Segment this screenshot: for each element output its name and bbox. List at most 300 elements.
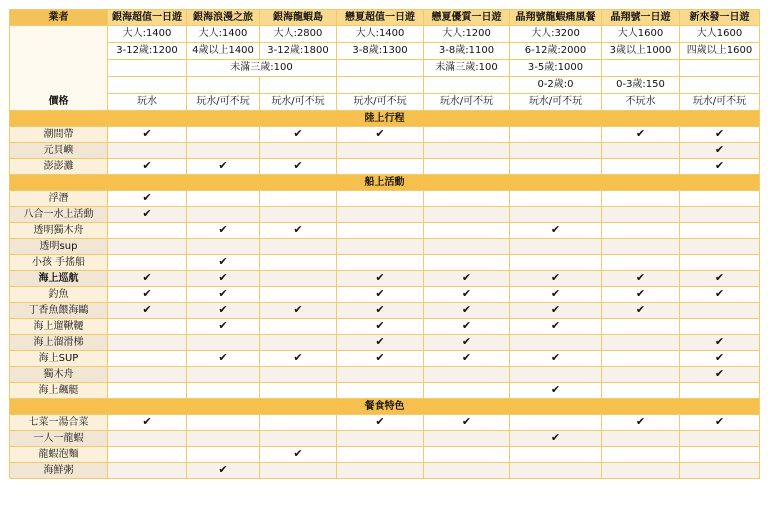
check-mark-icon: ✔ (550, 271, 561, 284)
activity-row (10, 463, 760, 479)
activity-label: 海上遛鞦韆 (10, 319, 108, 335)
price-cell: 3-5歲:1000 (510, 60, 602, 77)
check-mark-icon: ✔ (375, 335, 385, 348)
empty-cell (108, 223, 187, 239)
empty-cell (260, 255, 337, 271)
activity-label: 澎澎灘 (10, 159, 108, 175)
check-mark-icon: ✔ (461, 303, 472, 316)
empty-cell (108, 463, 187, 479)
check-mark-icon: ✔ (375, 271, 385, 284)
activity-label: 龍蝦泡麵 (10, 447, 108, 463)
empty-cell (187, 415, 260, 431)
activity-row (10, 223, 760, 239)
empty-cell (260, 319, 337, 335)
check-mark-icon: ✔ (714, 335, 725, 348)
company-header: 晶翔號龍蝦痛風餐 (510, 10, 602, 26)
check-mark-icon: ✔ (218, 351, 228, 364)
activity-label: 海上SUP (10, 351, 108, 367)
check-mark-icon: ✔ (550, 319, 561, 332)
empty-cell (260, 239, 337, 255)
empty-cell (602, 255, 680, 271)
section-title: 陸上行程 (10, 111, 760, 127)
price-cell: 玩水/可不玩 (260, 94, 337, 111)
empty-cell (680, 463, 760, 479)
activity-row (10, 351, 760, 367)
check-cell (260, 303, 337, 319)
company-header: 戀夏超值一日遊 (337, 10, 424, 26)
empty-cell (260, 431, 337, 447)
activity-label: 一人一龍蝦 (10, 431, 108, 447)
empty-cell (680, 383, 760, 399)
section-header-row (10, 399, 760, 415)
price-cell: 玩水/可不玩 (337, 94, 424, 111)
activity-row (10, 239, 760, 255)
empty-cell (108, 143, 187, 159)
empty-cell (510, 143, 602, 159)
check-cell (424, 287, 510, 303)
empty-cell (187, 191, 260, 207)
header-row (10, 10, 760, 26)
check-mark-icon: ✔ (375, 303, 385, 316)
empty-cell (602, 207, 680, 223)
activity-label: 海上溜滑梯 (10, 335, 108, 351)
empty-cell (187, 447, 260, 463)
check-mark-icon: ✔ (142, 127, 152, 140)
price-row (10, 60, 760, 77)
empty-cell (510, 335, 602, 351)
check-mark-icon: ✔ (142, 271, 152, 284)
activity-label: 小孩 手搖船 (10, 255, 108, 271)
activity-label: 七菜一湯合菜 (10, 415, 108, 431)
check-mark-icon: ✔ (375, 351, 385, 364)
check-cell (337, 127, 424, 143)
empty-cell (602, 367, 680, 383)
empty-cell (424, 191, 510, 207)
price-cell (337, 60, 424, 77)
empty-cell (424, 431, 510, 447)
empty-cell (680, 303, 760, 319)
check-cell (680, 351, 760, 367)
activity-row (10, 207, 760, 223)
activity-row (10, 127, 760, 143)
empty-cell (424, 447, 510, 463)
activity-row (10, 287, 760, 303)
empty-cell (260, 207, 337, 223)
empty-cell (337, 239, 424, 255)
empty-cell (680, 191, 760, 207)
check-mark-icon: ✔ (218, 271, 228, 284)
check-cell (187, 159, 260, 175)
check-mark-icon: ✔ (293, 351, 303, 364)
check-cell (602, 287, 680, 303)
check-mark-icon: ✔ (635, 303, 646, 316)
empty-cell (108, 335, 187, 351)
activity-label: 釣魚 (10, 287, 108, 303)
check-mark-icon: ✔ (142, 159, 152, 172)
activity-label: 潮間帶 (10, 127, 108, 143)
check-cell (187, 223, 260, 239)
check-cell (187, 351, 260, 367)
check-cell (260, 159, 337, 175)
price-row (10, 94, 760, 111)
check-mark-icon: ✔ (461, 287, 472, 300)
check-mark-icon: ✔ (218, 463, 228, 476)
tour-comparison-table (9, 9, 760, 479)
empty-cell (260, 287, 337, 303)
check-mark-icon: ✔ (293, 159, 303, 172)
empty-cell (680, 207, 760, 223)
check-mark-icon: ✔ (714, 143, 725, 156)
empty-cell (602, 159, 680, 175)
check-mark-icon: ✔ (293, 223, 303, 236)
price-cell: 大人:2800 (260, 26, 337, 43)
empty-cell (510, 463, 602, 479)
check-mark-icon: ✔ (550, 383, 561, 396)
check-mark-icon: ✔ (293, 127, 303, 140)
empty-cell (187, 207, 260, 223)
check-mark-icon: ✔ (635, 127, 646, 140)
check-mark-icon: ✔ (293, 303, 303, 316)
empty-cell (602, 143, 680, 159)
check-cell (510, 223, 602, 239)
price-cell: 大人:3200 (510, 26, 602, 43)
activity-row (10, 335, 760, 351)
company-header: 銀海龍蝦島 (260, 10, 337, 26)
comparison-table-container (9, 9, 760, 479)
check-cell (680, 143, 760, 159)
activity-row (10, 303, 760, 319)
check-cell (187, 303, 260, 319)
price-cell: 0-2歲:0 (510, 77, 602, 94)
empty-cell (260, 143, 337, 159)
activity-row (10, 319, 760, 335)
check-mark-icon: ✔ (635, 287, 646, 300)
empty-cell (108, 351, 187, 367)
price-row (10, 43, 760, 60)
check-mark-icon: ✔ (142, 191, 152, 204)
price-cell: 6-12歲:2000 (510, 43, 602, 60)
empty-cell (260, 367, 337, 383)
check-cell (337, 351, 424, 367)
check-mark-icon: ✔ (461, 271, 472, 284)
check-mark-icon: ✔ (714, 367, 725, 380)
empty-cell (424, 383, 510, 399)
check-mark-icon: ✔ (714, 127, 725, 140)
check-cell (680, 159, 760, 175)
empty-cell (260, 191, 337, 207)
activity-label: 元貝嶼 (10, 143, 108, 159)
check-cell (108, 271, 187, 287)
activity-label: 獨木舟 (10, 367, 108, 383)
empty-cell (108, 447, 187, 463)
check-cell (602, 415, 680, 431)
activity-label: 透明獨木舟 (10, 223, 108, 239)
check-cell (337, 271, 424, 287)
price-row (10, 26, 760, 43)
empty-cell (510, 159, 602, 175)
check-mark-icon: ✔ (375, 415, 385, 428)
section-header-row (10, 111, 760, 127)
activity-label: 海上飆艇 (10, 383, 108, 399)
price-cell: 不玩水 (602, 94, 680, 111)
section-title: 船上活動 (10, 175, 760, 191)
check-cell (187, 287, 260, 303)
activity-row (10, 447, 760, 463)
empty-cell (337, 191, 424, 207)
check-mark-icon: ✔ (142, 287, 152, 300)
check-cell (510, 351, 602, 367)
check-mark-icon: ✔ (461, 351, 472, 364)
check-mark-icon: ✔ (714, 271, 725, 284)
check-cell (424, 303, 510, 319)
check-mark-icon: ✔ (550, 287, 561, 300)
check-mark-icon: ✔ (461, 319, 472, 332)
activity-label: 丁香魚餵海鷗 (10, 303, 108, 319)
check-mark-icon: ✔ (293, 447, 303, 460)
empty-cell (680, 319, 760, 335)
company-header: 晶翔號一日遊 (602, 10, 680, 26)
check-cell (260, 223, 337, 239)
check-mark-icon: ✔ (218, 255, 228, 268)
check-mark-icon: ✔ (375, 319, 385, 332)
check-mark-icon: ✔ (635, 415, 646, 428)
price-cell: 大人:1400 (108, 26, 187, 43)
empty-cell (424, 143, 510, 159)
empty-cell (337, 431, 424, 447)
activity-row (10, 159, 760, 175)
check-mark-icon: ✔ (714, 415, 725, 428)
check-mark-icon: ✔ (218, 287, 228, 300)
price-cell (108, 77, 187, 94)
empty-cell (337, 383, 424, 399)
activity-label: 浮潛 (10, 191, 108, 207)
check-mark-icon: ✔ (550, 303, 561, 316)
check-mark-icon: ✔ (550, 351, 561, 364)
price-cell (680, 60, 760, 77)
company-header: 銀海超值一日遊 (108, 10, 187, 26)
check-mark-icon: ✔ (714, 159, 725, 172)
check-cell (337, 335, 424, 351)
company-header: 新來發一日遊 (680, 10, 760, 26)
empty-cell (602, 239, 680, 255)
check-cell (108, 127, 187, 143)
check-mark-icon: ✔ (635, 271, 646, 284)
price-cell: 3-12歲:1800 (260, 43, 337, 60)
check-mark-icon: ✔ (550, 431, 561, 444)
check-cell (260, 351, 337, 367)
check-cell (108, 191, 187, 207)
price-row (10, 77, 760, 94)
empty-cell (680, 223, 760, 239)
vendor-header: 業者 (10, 10, 108, 26)
empty-cell (602, 191, 680, 207)
check-mark-icon: ✔ (218, 319, 228, 332)
check-cell (187, 319, 260, 335)
company-header: 戀夏優質一日遊 (424, 10, 510, 26)
price-cell (187, 77, 260, 94)
price-cell (108, 60, 187, 77)
check-cell (260, 127, 337, 143)
empty-cell (602, 319, 680, 335)
check-mark-icon: ✔ (218, 223, 228, 236)
empty-cell (260, 463, 337, 479)
empty-cell (510, 239, 602, 255)
price-label: 價格 (10, 26, 108, 111)
empty-cell (337, 207, 424, 223)
activity-label: 八合一水上活動 (10, 207, 108, 223)
check-cell (108, 415, 187, 431)
empty-cell (424, 223, 510, 239)
check-mark-icon: ✔ (714, 351, 725, 364)
check-cell (510, 319, 602, 335)
empty-cell (510, 447, 602, 463)
empty-cell (108, 431, 187, 447)
activity-row (10, 191, 760, 207)
activity-row (10, 255, 760, 271)
price-cell: 四歲以上1600 (680, 43, 760, 60)
empty-cell (602, 463, 680, 479)
price-cell: 玩水/可不玩 (680, 94, 760, 111)
empty-cell (260, 335, 337, 351)
price-cell: 0-3歲:150 (602, 77, 680, 94)
empty-cell (337, 463, 424, 479)
check-cell (510, 287, 602, 303)
empty-cell (187, 127, 260, 143)
price-cell: 3-8歲:1100 (424, 43, 510, 60)
check-mark-icon: ✔ (142, 303, 152, 316)
check-mark-icon: ✔ (218, 159, 228, 172)
price-cell (260, 77, 337, 94)
price-cell: 未滿三歲:100 (187, 60, 337, 77)
empty-cell (602, 447, 680, 463)
empty-cell (424, 239, 510, 255)
activity-label: 透明sup (10, 239, 108, 255)
price-cell: 3歲以上1000 (602, 43, 680, 60)
check-cell (680, 335, 760, 351)
check-cell (108, 207, 187, 223)
empty-cell (108, 319, 187, 335)
empty-cell (510, 207, 602, 223)
activity-label: 海鮮粥 (10, 463, 108, 479)
empty-cell (510, 367, 602, 383)
empty-cell (187, 335, 260, 351)
empty-cell (510, 127, 602, 143)
check-cell (680, 271, 760, 287)
empty-cell (424, 255, 510, 271)
price-cell: 玩水 (108, 94, 187, 111)
empty-cell (187, 239, 260, 255)
check-cell (424, 351, 510, 367)
check-cell (510, 383, 602, 399)
check-cell (680, 367, 760, 383)
empty-cell (260, 271, 337, 287)
empty-cell (510, 191, 602, 207)
empty-cell (260, 383, 337, 399)
activity-row (10, 367, 760, 383)
empty-cell (602, 335, 680, 351)
empty-cell (510, 415, 602, 431)
empty-cell (680, 239, 760, 255)
empty-cell (424, 463, 510, 479)
empty-cell (602, 431, 680, 447)
empty-cell (680, 255, 760, 271)
empty-cell (108, 383, 187, 399)
check-cell (424, 415, 510, 431)
check-mark-icon: ✔ (461, 415, 472, 428)
check-mark-icon: ✔ (142, 415, 152, 428)
empty-cell (260, 415, 337, 431)
empty-cell (187, 383, 260, 399)
section-header-row (10, 175, 760, 191)
check-cell (424, 271, 510, 287)
section-title: 餐食特色 (10, 399, 760, 415)
price-cell (680, 77, 760, 94)
check-cell (108, 159, 187, 175)
check-cell (510, 271, 602, 287)
check-mark-icon: ✔ (714, 287, 725, 300)
price-cell: 大人1600 (602, 26, 680, 43)
check-cell (187, 255, 260, 271)
price-cell: 3-12歲:1200 (108, 43, 187, 60)
price-cell: 未滿三歲:100 (424, 60, 510, 77)
empty-cell (337, 367, 424, 383)
price-cell (602, 60, 680, 77)
price-cell: 大人:1400 (337, 26, 424, 43)
check-mark-icon: ✔ (550, 223, 561, 236)
check-cell (602, 303, 680, 319)
check-cell (680, 127, 760, 143)
check-cell (108, 303, 187, 319)
activity-label: 海上巡航 (10, 271, 108, 287)
price-cell: 3-8歲:1300 (337, 43, 424, 60)
check-cell (337, 415, 424, 431)
check-cell (680, 415, 760, 431)
check-cell (337, 287, 424, 303)
check-cell (187, 271, 260, 287)
empty-cell (424, 367, 510, 383)
price-cell: 玩水/可不玩 (424, 94, 510, 111)
empty-cell (602, 383, 680, 399)
check-mark-icon: ✔ (142, 207, 152, 220)
activity-row (10, 415, 760, 431)
empty-cell (187, 367, 260, 383)
empty-cell (337, 159, 424, 175)
empty-cell (337, 255, 424, 271)
empty-cell (337, 447, 424, 463)
empty-cell (602, 223, 680, 239)
check-mark-icon: ✔ (461, 335, 472, 348)
empty-cell (108, 239, 187, 255)
empty-cell (680, 447, 760, 463)
check-cell (510, 303, 602, 319)
check-cell (602, 127, 680, 143)
empty-cell (424, 159, 510, 175)
price-cell: 大人:1400 (187, 26, 260, 43)
price-cell: 大人:1200 (424, 26, 510, 43)
check-mark-icon: ✔ (375, 287, 385, 300)
check-cell (424, 335, 510, 351)
activity-row (10, 271, 760, 287)
empty-cell (510, 255, 602, 271)
check-cell (424, 319, 510, 335)
check-mark-icon: ✔ (218, 303, 228, 316)
check-cell (680, 287, 760, 303)
empty-cell (108, 367, 187, 383)
empty-cell (680, 431, 760, 447)
check-cell (187, 463, 260, 479)
check-cell (337, 319, 424, 335)
empty-cell (108, 255, 187, 271)
